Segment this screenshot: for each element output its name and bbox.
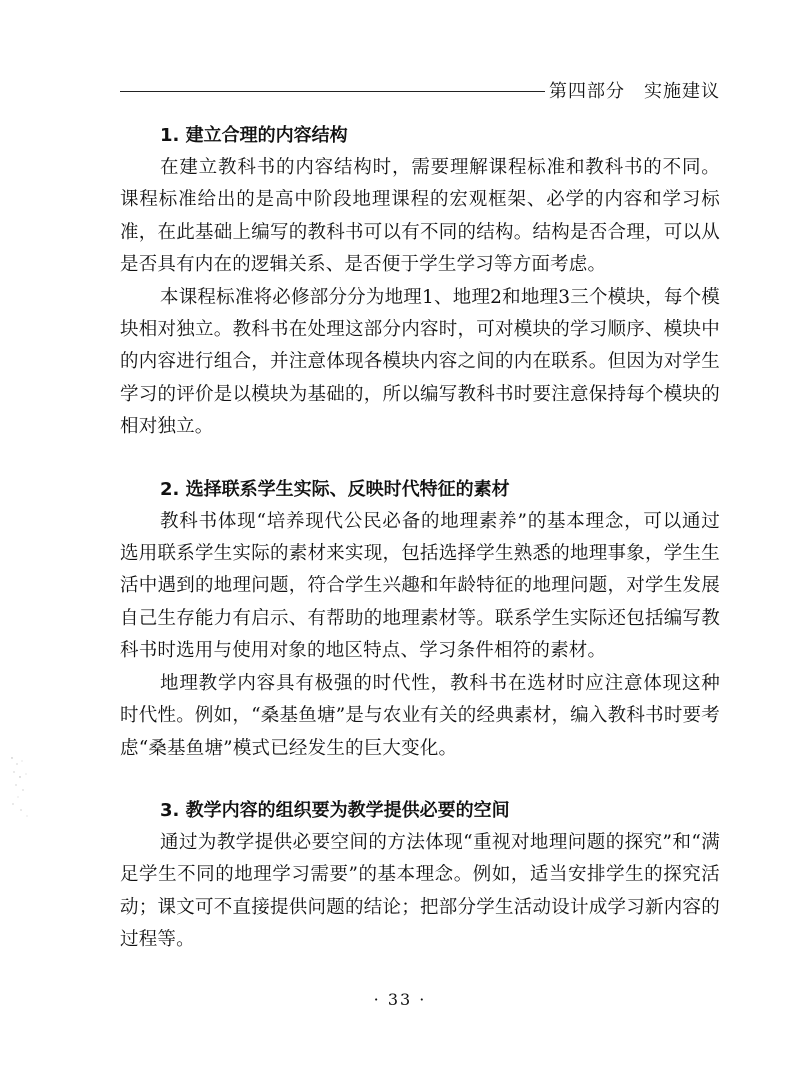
paragraph: 在建立教科书的内容结构时，需要理解课程标准和教科书的不同。课程标准给出的是高中阶段地理课程的宏观框架、必学的内容和学习标准，在此基础上编写的教科书可以有不同的结构。结构是否合理，可以从是否具有内在的逻辑关系、是否便于学生学习等方面考虑。 — [120, 157, 720, 276]
paragraph: 通过为教学提供必要空间的方法体现“重视对地理问题的探究”和“满足学生不同的地理学习需要”的基本理念。例如，适当安排学生的探究活动；课文可不直接提供问题的结论；把部分学生活动设计成学习新内容的过程等。 — [120, 831, 720, 951]
page-body — [120, 120, 720, 957]
section-heading: 3. 教学内容的组织要为教学提供必要的空间 — [160, 799, 510, 821]
page-number: · 33 · — [373, 990, 427, 1009]
header-title: 第四部分 实施建议 — [549, 81, 720, 102]
section-heading: 1. 建立合理的内容结构 — [160, 125, 348, 146]
section-content-structure — [120, 120, 720, 444]
scan-speckles — [8, 752, 34, 822]
section-teaching-space — [120, 795, 720, 957]
section-heading: 2. 选择联系学生实际、反映时代特征的素材 — [160, 478, 510, 500]
header-rule — [120, 91, 545, 92]
paragraph: 地理教学内容具有极强的时代性，教科书在选材时应注意体现这种时代性。例如，“桑基鱼塘”是与农业有关的经典素材，编入教科书时要考虑“桑基鱼塘”模式已经发生的巨大变化。 — [120, 672, 720, 759]
paragraph: 教科书体现“培养现代公民必备的地理素养”的基本理念，可以通过选用联系学生实际的素材来实现，包括选择学生熟悉的地理事象，学生生活中遇到的地理问题，符合学生兴趣和年龄特征的地理问题，对学生发展自己生存能力有启示、有帮助的地理素材等。联系学生实际还包括编写教科书时选用与使用对象的地区特点、学习条件相符的素材。 — [120, 510, 720, 662]
running-header — [120, 74, 720, 108]
section-materials — [120, 474, 720, 765]
paragraph: 本课程标准将必修部分分为地理1、地理2和地理3三个模块，每个模块相对独立。教科书在处理这部分内容时，可对模块的学习顺序、模块中的内容进行组合，并注意体现各模块内容之间的内在联系。但因为对学生学习的评价是以模块为基础的，所以编写教科书时要注意保持每个模块的相对独立。 — [120, 286, 720, 438]
